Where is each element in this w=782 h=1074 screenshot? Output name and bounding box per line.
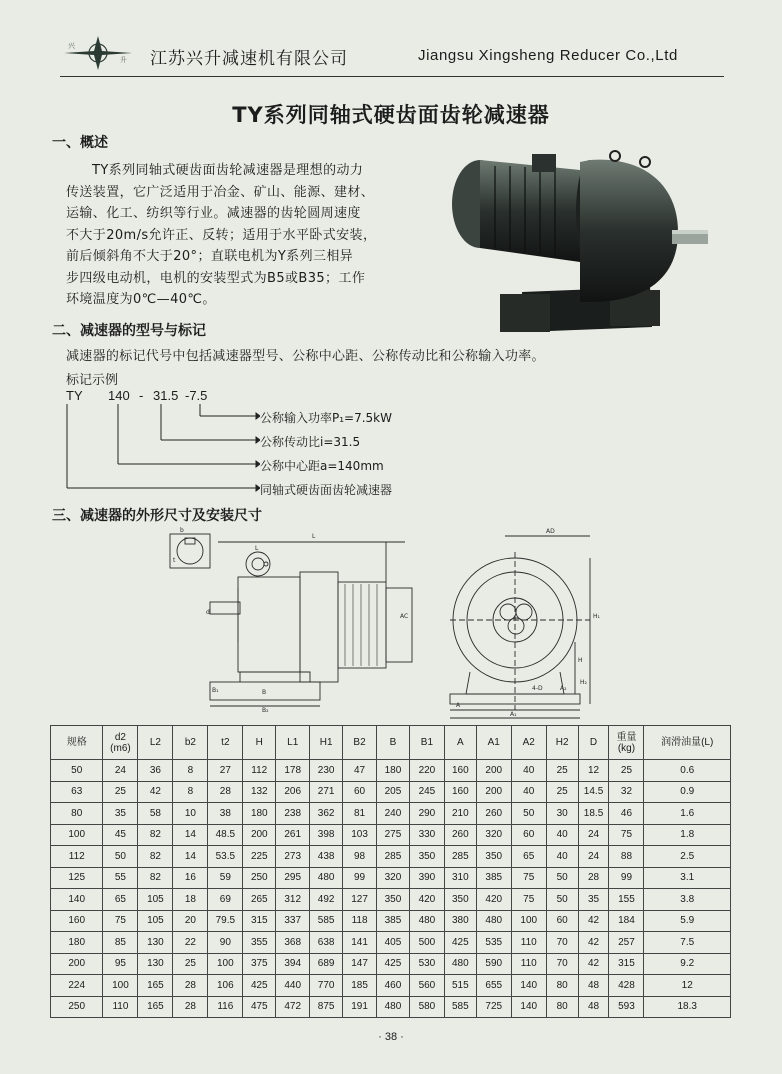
table-cell: 16	[173, 867, 208, 889]
table-cell: 40	[546, 824, 578, 846]
table-cell: 110	[511, 953, 546, 975]
drawing-label-L1: L	[255, 545, 259, 552]
table-cell: 95	[103, 953, 138, 975]
dimension-table	[50, 725, 731, 1018]
drawing-label-A2: A₂	[560, 685, 567, 692]
table-cell: 770	[310, 975, 343, 997]
table-cell: 18.3	[644, 996, 731, 1018]
table-cell: 312	[276, 889, 310, 911]
table-cell: 425	[444, 932, 476, 954]
section-heading-dimensions: 三、减速器的外形尺寸及安装尺寸	[52, 508, 262, 524]
table-cell: 98	[343, 846, 377, 868]
table-cell: 50	[546, 889, 578, 911]
table-cell: 180	[243, 803, 276, 825]
table-cell: 385	[476, 867, 511, 889]
table-row	[51, 803, 731, 825]
table-cell: 240	[377, 803, 410, 825]
table-cell: 106	[208, 975, 243, 997]
company-logo-icon	[62, 34, 134, 72]
table-cell: 200	[476, 760, 511, 782]
table-cell: 35	[578, 889, 609, 911]
reducer-product-photo	[440, 142, 722, 342]
table-cell: 125	[51, 867, 103, 889]
table-cell: 375	[243, 953, 276, 975]
table-cell: 320	[377, 867, 410, 889]
table-cell: 103	[343, 824, 377, 846]
table-cell: 112	[51, 846, 103, 868]
label-input-power: 公称输入功率P₁=7.5kW	[260, 411, 393, 425]
table-cell: 337	[276, 910, 310, 932]
table-cell: 405	[377, 932, 410, 954]
table-cell: 460	[377, 975, 410, 997]
table-cell: 42	[138, 781, 173, 803]
drawing-label-B: B	[262, 689, 267, 696]
table-cell: 12	[578, 760, 609, 782]
table-cell: 8	[173, 760, 208, 782]
model-part-type: TY	[66, 388, 83, 403]
table-cell: 79.5	[208, 910, 243, 932]
table-cell: 75	[609, 824, 644, 846]
table-cell: 155	[609, 889, 644, 911]
table-cell: 40	[546, 846, 578, 868]
table-cell: 261	[276, 824, 310, 846]
table-cell: 70	[546, 932, 578, 954]
model-part-center-distance: 140	[108, 388, 130, 403]
table-cell: 515	[444, 975, 476, 997]
table-cell: 257	[609, 932, 644, 954]
table-cell: 80	[546, 996, 578, 1018]
table-cell: 385	[377, 910, 410, 932]
intro-line: TY系列同轴式硬齿面齿轮减速器是理想的动力	[92, 163, 364, 178]
table-cell: 14	[173, 824, 208, 846]
logo-char-right: 升	[120, 56, 127, 64]
table-cell: 18	[173, 889, 208, 911]
column-header: H2	[546, 726, 578, 760]
table-cell: 24	[578, 824, 609, 846]
table-cell: 9.2	[644, 953, 731, 975]
intro-paragraph	[66, 160, 426, 311]
model-part-power: -7.5	[185, 388, 208, 403]
drawing-label-B1: B₁	[212, 687, 219, 694]
table-cell: 420	[409, 889, 444, 911]
table-cell: 118	[343, 910, 377, 932]
table-cell: 82	[138, 867, 173, 889]
table-cell: 27	[208, 760, 243, 782]
table-cell: 590	[476, 953, 511, 975]
table-cell: 310	[444, 867, 476, 889]
header-rule	[60, 76, 724, 77]
table-cell: 390	[409, 867, 444, 889]
drawing-label-H1: H₁	[593, 613, 600, 620]
drawing-label-t: t	[173, 557, 176, 564]
table-cell: 315	[243, 910, 276, 932]
table-cell: 14.5	[578, 781, 609, 803]
table-cell: 24	[103, 760, 138, 782]
model-description: 减速器的标记代号中包括减速器型号、公称中心距、公称传动比和公称输入功率。	[66, 349, 545, 364]
table-cell: 25	[546, 781, 578, 803]
table-cell: 50	[546, 867, 578, 889]
table-cell: 140	[511, 975, 546, 997]
table-cell: 250	[243, 867, 276, 889]
drawing-label-A: A	[456, 702, 461, 709]
table-cell: 160	[444, 781, 476, 803]
column-header: A	[444, 726, 476, 760]
table-cell: 180	[377, 760, 410, 782]
column-header: H1	[310, 726, 343, 760]
label-reducer-type: 同轴式硬齿面齿轮减速器	[260, 483, 393, 497]
table-cell: 5.9	[644, 910, 731, 932]
table-cell: 480	[310, 867, 343, 889]
intro-line: 步四级电动机，电机的安装型式为B5或B35；工作	[66, 270, 366, 286]
table-cell: 25	[173, 953, 208, 975]
company-name-cn: 江苏兴升减速机有限公司	[150, 49, 348, 69]
intro-line: 运输、化工、纺织等行业。减速器的齿轮圆周速度	[66, 206, 361, 221]
table-cell: 0.6	[644, 760, 731, 782]
table-row	[51, 953, 731, 975]
table-cell: 1.8	[644, 824, 731, 846]
model-part-ratio: 31.5	[153, 388, 179, 403]
table-cell: 225	[243, 846, 276, 868]
table-cell: 80	[546, 975, 578, 997]
page-title: TY系列同轴式硬齿面齿轮减速器	[232, 103, 550, 127]
table-cell: 472	[276, 996, 310, 1018]
table-cell: 127	[343, 889, 377, 911]
table-header	[51, 726, 731, 760]
company-name-en: Jiangsu Xingsheng Reducer Co.,Ltd	[418, 47, 678, 64]
table-cell: 10	[173, 803, 208, 825]
example-label: 标记示例	[66, 373, 119, 388]
table-cell: 70	[546, 953, 578, 975]
table-cell: 60	[511, 824, 546, 846]
table-cell: 105	[138, 910, 173, 932]
table-row	[51, 781, 731, 803]
page-number: · 38 ·	[378, 1031, 404, 1043]
table-cell: 500	[409, 932, 444, 954]
table-cell: 59	[208, 867, 243, 889]
table-cell: 30	[546, 803, 578, 825]
table-cell: 238	[276, 803, 310, 825]
table-cell: 180	[51, 932, 103, 954]
table-row	[51, 760, 731, 782]
table-cell: 425	[243, 975, 276, 997]
label-ratio: 公称传动比i=31.5	[260, 435, 361, 449]
table-cell: 63	[51, 781, 103, 803]
table-cell: 1.6	[644, 803, 731, 825]
table-cell: 82	[138, 846, 173, 868]
column-header: b2	[173, 726, 208, 760]
table-cell: 112	[243, 760, 276, 782]
table-row	[51, 889, 731, 911]
table-cell: 48	[578, 975, 609, 997]
table-cell: 53.5	[208, 846, 243, 868]
column-header: d2 (m6)	[103, 726, 138, 760]
intro-line: 传送装置，它广泛适用于冶金、矿山、能源、建材、	[66, 184, 375, 200]
table-cell: 85	[103, 932, 138, 954]
table-row	[51, 996, 731, 1018]
table-cell: 130	[138, 953, 173, 975]
table-cell: 285	[377, 846, 410, 868]
intro-line: 环境温度为0℃—40℃。	[66, 292, 216, 307]
table-cell: 205	[377, 781, 410, 803]
table-cell: 275	[377, 824, 410, 846]
table-cell: 65	[511, 846, 546, 868]
table-cell: 18.5	[578, 803, 609, 825]
table-cell: 350	[377, 889, 410, 911]
column-header: D	[578, 726, 609, 760]
table-cell: 480	[409, 910, 444, 932]
table-cell: 535	[476, 932, 511, 954]
table-cell: 475	[243, 996, 276, 1018]
table-cell: 428	[609, 975, 644, 997]
table-cell: 42	[578, 953, 609, 975]
table-cell: 184	[609, 910, 644, 932]
table-cell: 440	[276, 975, 310, 997]
table-cell: 655	[476, 975, 511, 997]
table-cell: 200	[476, 781, 511, 803]
table-cell: 28	[173, 996, 208, 1018]
table-cell: 330	[409, 824, 444, 846]
table-cell: 110	[511, 932, 546, 954]
table-cell: 160	[444, 760, 476, 782]
table-cell: 100	[51, 824, 103, 846]
table-row	[51, 824, 731, 846]
table-cell: 492	[310, 889, 343, 911]
table-cell: 40	[511, 781, 546, 803]
column-header: A1	[476, 726, 511, 760]
table-row	[51, 910, 731, 932]
section-heading-overview: 一、概述	[52, 135, 108, 151]
table-cell: 82	[138, 824, 173, 846]
table-cell: 50	[51, 760, 103, 782]
table-cell: 398	[310, 824, 343, 846]
column-header: 润滑油量(L)	[644, 726, 731, 760]
table-cell: 350	[409, 846, 444, 868]
drawing-label-AD: AD	[546, 528, 555, 535]
table-cell: 105	[138, 889, 173, 911]
table-cell: 60	[546, 910, 578, 932]
table-cell: 8	[173, 781, 208, 803]
drawing-label-B2: B₂	[262, 707, 269, 714]
column-header: H	[243, 726, 276, 760]
table-cell: 80	[51, 803, 103, 825]
table-cell: 35	[103, 803, 138, 825]
table-cell: 50	[511, 803, 546, 825]
table-cell: 99	[609, 867, 644, 889]
drawing-label-b: b	[180, 527, 184, 534]
intro-line: 不大于20m/s允许正、反转；适用于水平卧式安装，	[66, 227, 377, 243]
column-header: A2	[511, 726, 546, 760]
model-leader-lines	[60, 400, 260, 492]
table-cell: 88	[609, 846, 644, 868]
table-cell: 100	[103, 975, 138, 997]
drawing-label-H: H	[578, 657, 583, 664]
table-cell: 12	[644, 975, 731, 997]
table-cell: 25	[546, 760, 578, 782]
section-heading-model: 二、减速器的型号与标记	[52, 323, 206, 339]
table-cell: 200	[51, 953, 103, 975]
table-cell: 265	[243, 889, 276, 911]
table-cell: 425	[377, 953, 410, 975]
table-cell: 260	[476, 803, 511, 825]
table-cell: 47	[343, 760, 377, 782]
label-center-distance: 公称中心距a=140mm	[260, 459, 384, 473]
table-cell: 355	[243, 932, 276, 954]
table-cell: 25	[609, 760, 644, 782]
table-cell: 362	[310, 803, 343, 825]
table-cell: 81	[343, 803, 377, 825]
table-cell: 438	[310, 846, 343, 868]
table-cell: 380	[444, 910, 476, 932]
column-header: B	[377, 726, 410, 760]
table-cell: 320	[476, 824, 511, 846]
table-cell: 60	[343, 781, 377, 803]
table-cell: 178	[276, 760, 310, 782]
intro-line: 前后倾斜角不大于20°；直联电机为Y系列三相异	[66, 249, 354, 264]
table-cell: 585	[310, 910, 343, 932]
table-cell: 7.5	[644, 932, 731, 954]
table-cell: 285	[444, 846, 476, 868]
table-cell: 580	[409, 996, 444, 1018]
table-cell: 220	[409, 760, 444, 782]
table-cell: 2.5	[644, 846, 731, 868]
table-cell: 0.9	[644, 781, 731, 803]
table-cell: 28	[578, 867, 609, 889]
column-header: t2	[208, 726, 243, 760]
drawing-label-L: L	[312, 533, 316, 540]
drawing-label-H2: H₂	[580, 679, 587, 686]
table-cell: 394	[276, 953, 310, 975]
table-cell: 75	[511, 889, 546, 911]
column-header: L2	[138, 726, 173, 760]
table-cell: 185	[343, 975, 377, 997]
table-cell: 55	[103, 867, 138, 889]
table-cell: 75	[511, 867, 546, 889]
table-cell: 875	[310, 996, 343, 1018]
table-cell: 75	[103, 910, 138, 932]
table-cell: 480	[476, 910, 511, 932]
table-cell: 20	[173, 910, 208, 932]
table-cell: 638	[310, 932, 343, 954]
table-row	[51, 867, 731, 889]
column-header: B2	[343, 726, 377, 760]
table-cell: 100	[208, 953, 243, 975]
table-cell: 48	[578, 996, 609, 1018]
table-row	[51, 975, 731, 997]
table-row	[51, 932, 731, 954]
table-cell: 260	[444, 824, 476, 846]
table-cell: 585	[444, 996, 476, 1018]
table-cell: 24	[578, 846, 609, 868]
table-cell: 273	[276, 846, 310, 868]
table-cell: 42	[578, 932, 609, 954]
table-cell: 530	[409, 953, 444, 975]
table-cell: 22	[173, 932, 208, 954]
table-cell: 32	[609, 781, 644, 803]
table-cell: 210	[444, 803, 476, 825]
table-cell: 725	[476, 996, 511, 1018]
table-cell: 28	[173, 975, 208, 997]
table-cell: 140	[51, 889, 103, 911]
table-cell: 165	[138, 975, 173, 997]
table-cell: 191	[343, 996, 377, 1018]
table-cell: 250	[51, 996, 103, 1018]
table-cell: 3.8	[644, 889, 731, 911]
table-cell: 132	[243, 781, 276, 803]
table-cell: 295	[276, 867, 310, 889]
table-cell: 200	[243, 824, 276, 846]
table-cell: 368	[276, 932, 310, 954]
table-cell: 25	[103, 781, 138, 803]
table-cell: 46	[609, 803, 644, 825]
table-cell: 130	[138, 932, 173, 954]
column-header: B1	[409, 726, 444, 760]
table-cell: 50	[103, 846, 138, 868]
table-cell: 14	[173, 846, 208, 868]
table-cell: 3.1	[644, 867, 731, 889]
table-cell: 42	[578, 910, 609, 932]
table-cell: 560	[409, 975, 444, 997]
table-cell: 224	[51, 975, 103, 997]
table-cell: 315	[609, 953, 644, 975]
table-cell: 90	[208, 932, 243, 954]
table-cell: 160	[51, 910, 103, 932]
table-cell: 48.5	[208, 824, 243, 846]
table-cell: 147	[343, 953, 377, 975]
table-cell: 40	[511, 760, 546, 782]
table-cell: 206	[276, 781, 310, 803]
table-cell: 141	[343, 932, 377, 954]
logo-char-left: 兴	[68, 42, 75, 50]
column-header: 规格	[51, 726, 103, 760]
table-cell: 420	[476, 889, 511, 911]
drawing-label-A1: A₁	[510, 711, 517, 718]
table-cell: 116	[208, 996, 243, 1018]
table-cell: 593	[609, 996, 644, 1018]
column-header: L1	[276, 726, 310, 760]
table-cell: 689	[310, 953, 343, 975]
table-cell: 28	[208, 781, 243, 803]
dimension-drawings	[150, 522, 620, 722]
table-cell: 165	[138, 996, 173, 1018]
table-cell: 230	[310, 760, 343, 782]
table-cell: 271	[310, 781, 343, 803]
drawing-label-AC: AC	[400, 613, 409, 620]
table-cell: 245	[409, 781, 444, 803]
table-cell: 290	[409, 803, 444, 825]
column-header: 重量 (kg)	[609, 726, 644, 760]
table-cell: 99	[343, 867, 377, 889]
model-part-dash: -	[139, 388, 144, 403]
table-cell: 350	[444, 889, 476, 911]
table-cell: 36	[138, 760, 173, 782]
table-cell: 58	[138, 803, 173, 825]
table-cell: 140	[511, 996, 546, 1018]
table-cell: 69	[208, 889, 243, 911]
table-cell: 100	[511, 910, 546, 932]
table-body	[51, 760, 731, 1018]
table-cell: 45	[103, 824, 138, 846]
table-cell: 480	[377, 996, 410, 1018]
table-cell: 350	[476, 846, 511, 868]
table-cell: 65	[103, 889, 138, 911]
table-cell: 38	[208, 803, 243, 825]
table-cell: 110	[103, 996, 138, 1018]
drawing-label-d: d	[206, 609, 210, 616]
table-row	[51, 846, 731, 868]
table-cell: 480	[444, 953, 476, 975]
drawing-label-D: 4-D	[532, 685, 543, 692]
